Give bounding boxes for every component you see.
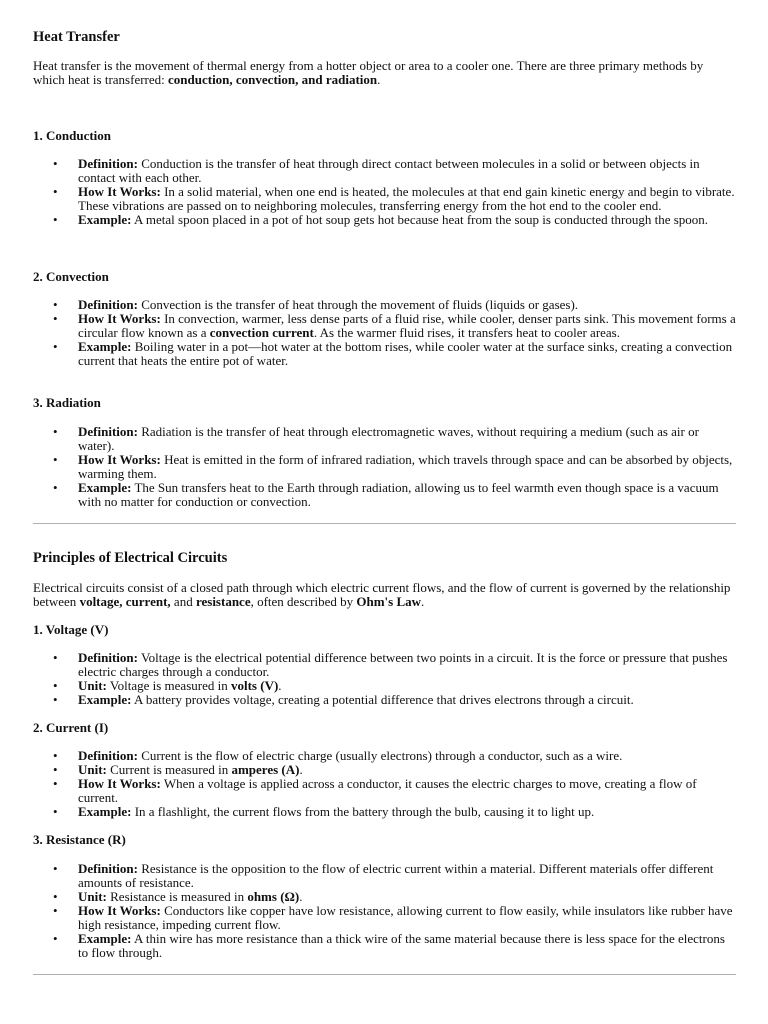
item-text: Voltage is measured in bbox=[106, 678, 231, 693]
item-label: Unit: bbox=[78, 889, 107, 904]
item-text-end: . As the warmer fluid rises, it transfers heat to cooler areas. bbox=[313, 325, 620, 340]
item-label: Example: bbox=[78, 480, 132, 495]
item-label: Example: bbox=[78, 692, 132, 707]
heat-transfer-title: Heat Transfer bbox=[33, 29, 120, 45]
voltage-heading: 1. Voltage (V) bbox=[33, 622, 109, 637]
item-label: Definition: bbox=[78, 424, 138, 439]
item-text: Resistance is the opposition to the flow of electric current within a material. Different materials offer different amounts of resistance. bbox=[78, 861, 714, 890]
item-text: Convection is the transfer of heat through the movement of fluids (liquids or gases). bbox=[137, 297, 579, 312]
item-text: A battery provides voltage, creating a potential difference that drives electrons through a circuit. bbox=[131, 692, 634, 707]
item-label: Definition: bbox=[78, 748, 138, 763]
item-label: How It Works: bbox=[78, 452, 161, 467]
list-item bbox=[33, 157, 736, 185]
item-label: Definition: bbox=[78, 861, 138, 876]
list-item bbox=[33, 862, 736, 890]
circuits-intro-text: Electrical circuits consist of a closed path through which electric current flows, and the flow of current is governed by the relationship between bbox=[33, 580, 731, 609]
list-item bbox=[33, 213, 736, 227]
item-label: How It Works: bbox=[78, 776, 161, 791]
item-text: In a flashlight, the current flows from the battery through the bulb, causing it to light up. bbox=[131, 804, 595, 819]
item-text: The Sun transfers heat to the Earth through radiation, allowing us to feel warmth even though space is a vacuum with no matter for conduction or convection. bbox=[78, 480, 719, 509]
current-list bbox=[33, 749, 736, 819]
list-item bbox=[33, 763, 736, 777]
convection-heading: 2. Convection bbox=[33, 269, 109, 284]
list-item bbox=[33, 312, 736, 340]
item-text: Radiation is the transfer of heat through electromagnetic waves, without requiring a medium (such as air or water). bbox=[78, 424, 699, 453]
item-label: Definition: bbox=[78, 297, 138, 312]
conduction-list bbox=[33, 157, 736, 227]
item-bold: amperes (A) bbox=[231, 762, 300, 777]
resistance-heading: 3. Resistance (R) bbox=[33, 832, 126, 847]
list-item bbox=[33, 890, 736, 904]
item-text: When a voltage is applied across a conductor, it causes the electric charges to move, creating a flow of current. bbox=[78, 776, 697, 805]
item-text: In convection, warmer, less dense parts of a fluid rise, while cooler, denser parts sink. This movement forms a circular flow known as a bbox=[78, 311, 736, 340]
radiation-heading: 3. Radiation bbox=[33, 395, 101, 410]
list-item bbox=[33, 693, 736, 707]
item-label: Unit: bbox=[78, 762, 107, 777]
circuits-intro-bold-1: voltage, current, bbox=[79, 594, 171, 609]
item-label: Definition: bbox=[78, 650, 138, 665]
item-text: Current is measured in bbox=[106, 762, 232, 777]
circuits-intro-connector-1: and bbox=[170, 594, 196, 609]
item-label: Example: bbox=[78, 931, 132, 946]
resistance-list bbox=[33, 862, 736, 960]
voltage-list bbox=[33, 651, 736, 707]
list-item bbox=[33, 777, 736, 805]
item-label: How It Works: bbox=[78, 184, 161, 199]
list-item bbox=[33, 185, 736, 213]
section-divider bbox=[33, 974, 736, 975]
item-text: Conduction is the transfer of heat through direct contact between molecules in a solid or between objects in contact with each other. bbox=[78, 156, 700, 185]
item-text: Heat is emitted in the form of infrared radiation, which travels through space and can be absorbed by objects, warming them. bbox=[78, 452, 733, 481]
item-bold: convection current bbox=[209, 325, 314, 340]
item-text-end: . bbox=[299, 889, 303, 904]
item-bold: volts (V) bbox=[230, 678, 279, 693]
list-item bbox=[33, 932, 736, 960]
list-item bbox=[33, 651, 736, 679]
list-item bbox=[33, 481, 736, 509]
list-item bbox=[33, 679, 736, 693]
circuits-intro-bold-2: resistance bbox=[195, 594, 251, 609]
convection-list bbox=[33, 298, 736, 368]
item-text: Conductors like copper have low resistance, allowing current to flow easily, while insulators like rubber have high resistance, impeding current flow. bbox=[78, 903, 733, 932]
heat-intro-paragraph bbox=[33, 59, 736, 87]
item-label: How It Works: bbox=[78, 903, 161, 918]
item-text: A thin wire has more resistance than a thick wire of the same material because there is less space for the electrons to flow through. bbox=[78, 931, 725, 960]
heat-intro-text: Heat transfer is the movement of thermal energy from a hotter object or area to a cooler one. There are three primary methods by which heat is transferred: bbox=[33, 58, 704, 87]
circuits-intro-connector-2: , often described by bbox=[250, 594, 357, 609]
item-label: Unit: bbox=[78, 678, 107, 693]
item-text: Resistance is measured in bbox=[106, 889, 248, 904]
circuits-intro-paragraph bbox=[33, 581, 736, 609]
list-item bbox=[33, 298, 736, 312]
circuits-intro-end: . bbox=[421, 594, 425, 609]
heat-intro-end: . bbox=[377, 72, 381, 87]
list-item bbox=[33, 904, 736, 932]
item-text: Current is the flow of electric charge (usually electrons) through a conductor, such as a wire. bbox=[137, 748, 623, 763]
item-label: How It Works: bbox=[78, 311, 161, 326]
circuits-title: Principles of Electrical Circuits bbox=[33, 550, 228, 566]
item-text-end: . bbox=[299, 762, 303, 777]
current-heading: 2. Current (I) bbox=[33, 720, 109, 735]
item-label: Example: bbox=[78, 339, 132, 354]
item-text: In a solid material, when one end is heated, the molecules at that end gain kinetic energy and begin to vibrate. These vibrations are passed on to neighboring molecules, transferring energy from the hot end to the cooler end. bbox=[78, 184, 735, 213]
item-text: A metal spoon placed in a pot of hot soup gets hot because heat from the soup is conducted through the spoon. bbox=[131, 212, 709, 227]
list-item bbox=[33, 749, 736, 763]
item-label: Example: bbox=[78, 804, 132, 819]
item-label: Definition: bbox=[78, 156, 138, 171]
list-item bbox=[33, 425, 736, 453]
section-divider bbox=[33, 523, 736, 524]
heat-intro-bold: conduction, convection, and radiation bbox=[168, 72, 378, 87]
item-text-end: . bbox=[278, 678, 282, 693]
list-item bbox=[33, 453, 736, 481]
item-label: Example: bbox=[78, 212, 132, 227]
conduction-heading: 1. Conduction bbox=[33, 128, 112, 143]
radiation-list bbox=[33, 425, 736, 509]
item-bold: ohms (Ω) bbox=[247, 889, 300, 904]
item-text: Voltage is the electrical potential difference between two points in a circuit. It is the force or pressure that pushes electric charges through a conductor. bbox=[78, 650, 728, 679]
list-item bbox=[33, 805, 736, 819]
circuits-intro-bold-3: Ohm's Law bbox=[356, 594, 422, 609]
item-text: Boiling water in a pot—hot water at the bottom rises, while cooler water at the surface sinks, creating a convection current that heats the entire pot of water. bbox=[78, 339, 733, 368]
list-item bbox=[33, 340, 736, 368]
